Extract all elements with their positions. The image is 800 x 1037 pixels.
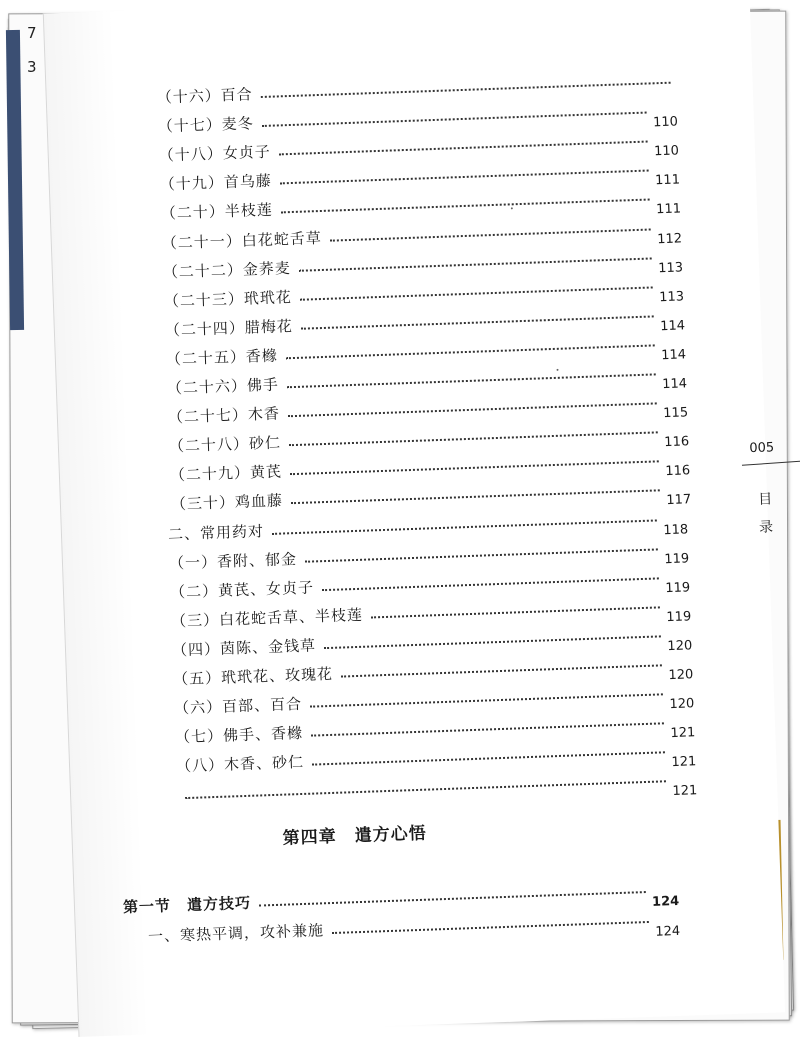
toc-entry-page: 116 <box>665 463 691 480</box>
section-label: 目 <box>757 491 773 508</box>
toc-entry-title: （六）百部、百合 <box>173 695 303 718</box>
toc-entry-page: 120 <box>667 638 693 655</box>
toc-entry-title: （二十五）香橼 <box>165 346 279 369</box>
toc-entry-page: 114 <box>661 347 687 364</box>
toc-entry-title: （二十九）黄芪 <box>169 462 283 485</box>
toc-entry-title: （二）黄芪、女贞子 <box>169 578 315 602</box>
toc-entry-page: 115 <box>663 405 689 422</box>
toc-entry-title: （二十）半枝莲 <box>160 201 274 223</box>
toc-entry-page: 114 <box>662 376 688 393</box>
toc-entry-page: 119 <box>665 580 691 596</box>
toc-entry-page: 119 <box>664 550 690 567</box>
dot-leader <box>185 781 666 800</box>
toc-entry-title: （四）茵陈、金钱草 <box>171 636 317 660</box>
page-number: 005 <box>749 440 775 457</box>
toc-entry-page: 110 <box>653 143 680 160</box>
dot-leader <box>332 921 649 934</box>
toc-entry-page: 113 <box>658 289 685 305</box>
toc-entry-title: （二十七）木香 <box>167 404 281 427</box>
toc-entry-title: （二十六）佛手 <box>166 375 280 398</box>
toc-entry-page: 119 <box>666 609 692 625</box>
toc-entry-title: （十六）百合 <box>156 85 254 107</box>
toc-entry-page: 121 <box>671 754 697 771</box>
toc-entry-title: （二十二）金荞麦 <box>162 258 292 282</box>
toc-entry-title: （二十八）砂仁 <box>168 433 282 456</box>
toc-entry-page: 124 <box>655 923 681 940</box>
edge-page-label: 3 <box>27 58 37 76</box>
toc-entry-title: （十七）麦冬 <box>157 114 255 136</box>
toc-entry-title: （三十）鸡血藤 <box>170 491 284 514</box>
toc-entry-page: 111 <box>655 201 682 218</box>
toc-entry-title: （二十一）白花蛇舌草 <box>161 228 323 253</box>
toc-entry-title: （一）香附、郁金 <box>168 549 298 573</box>
toc-page <box>43 0 785 1037</box>
toc-entry-page: 110 <box>652 114 679 131</box>
section-label: 录 <box>758 519 774 536</box>
toc-entry-title: （十九）首乌藤 <box>159 171 273 194</box>
toc-entry-page: 124 <box>651 893 680 910</box>
toc-entry-title: （八）木香、砂仁 <box>175 753 305 776</box>
toc-entry-title: （七）佛手、香橼 <box>174 724 304 747</box>
toc-entry-title: （三）白花蛇舌草、半枝莲 <box>170 605 364 631</box>
edge-page-label: 7 <box>27 24 37 42</box>
toc-entry-title: （五）玳玳花、玫瑰花 <box>172 664 334 689</box>
toc-entry-page: 120 <box>668 667 694 684</box>
toc-entry-page: 120 <box>669 696 695 713</box>
toc-entry-page: 118 <box>663 521 689 538</box>
toc-entry-title: （十八）女贞子 <box>158 142 272 165</box>
toc-entry-title: 二、常用药对 <box>167 521 265 544</box>
toc-entry-page: 112 <box>656 230 683 247</box>
paper-speck <box>511 207 513 209</box>
toc-entry-page: 121 <box>670 725 696 742</box>
toc-entry-page: 113 <box>657 259 684 276</box>
chapter-title: 第四章 遣方心悟 <box>282 823 427 849</box>
toc-entry-title: 第一节 遣方技巧 <box>122 893 252 917</box>
toc-entry-page: 111 <box>654 172 681 189</box>
toc-entry-title: 一、寒热平调，攻补兼施 <box>147 921 325 946</box>
toc-entry-title: （二十四）腊梅花 <box>164 316 294 340</box>
toc-entry-page: 121 <box>672 783 698 800</box>
toc-entry-page: 114 <box>659 318 686 334</box>
toc-entry-page: 117 <box>666 492 692 509</box>
toc-entry-page: 116 <box>664 434 690 451</box>
toc-entry-title: （二十三）玳玳花 <box>163 287 293 311</box>
paper-speck <box>556 369 558 371</box>
